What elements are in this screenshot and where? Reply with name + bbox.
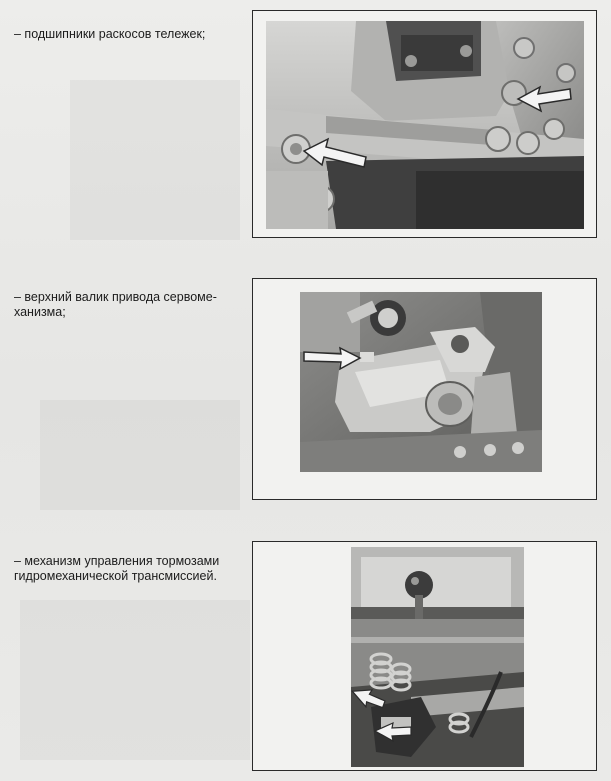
pointer-arrow-icon (351, 547, 524, 767)
bleed-through-mark (20, 600, 250, 760)
pointer-arrow-icon (266, 21, 584, 229)
bogie-strut-bearing-photo (266, 21, 584, 229)
caption-brake-control-mechanism (14, 554, 244, 584)
photo-frame-2 (252, 278, 597, 500)
bleed-through-mark (70, 80, 240, 240)
photo-frame-1 (252, 10, 597, 238)
caption-bogie-strut-bearings (14, 27, 244, 42)
caption-line: – верхний валик привода сервоме- (14, 290, 217, 304)
caption-line: ханизма; (14, 305, 66, 319)
caption-line: – механизм управления тормозами (14, 554, 220, 568)
pointer-arrow-icon (300, 292, 542, 472)
brake-control-mechanism-photo (351, 547, 524, 767)
bleed-through-mark (40, 400, 240, 510)
photo-frame-3 (252, 541, 597, 771)
caption-servo-drive-shaft (14, 290, 244, 320)
caption-line: гидромеханической трансмиссией. (14, 569, 217, 583)
servo-drive-shaft-photo (300, 292, 542, 472)
caption-line: – подшипники раскосов тележек; (14, 27, 206, 41)
